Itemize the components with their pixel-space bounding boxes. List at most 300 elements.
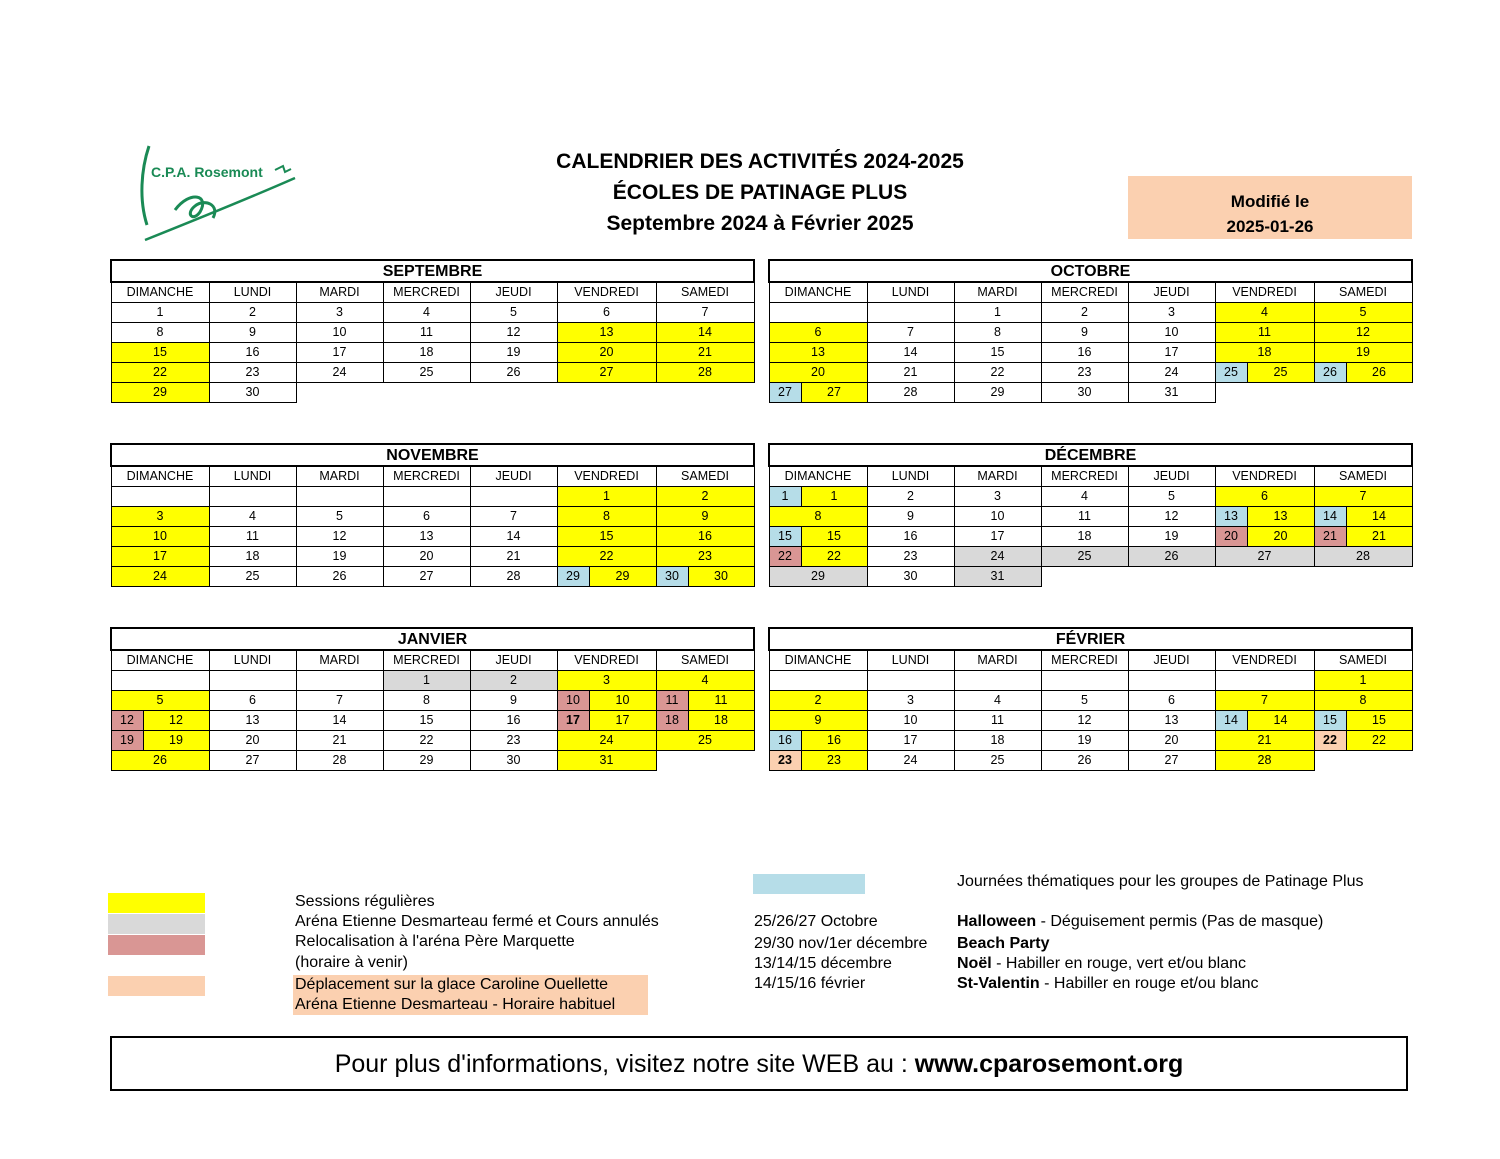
day-cell: 28: [296, 751, 383, 771]
day-cell: 3: [111, 507, 209, 527]
day-cell: 2: [1041, 303, 1128, 323]
weekday-header: VENDREDI: [1215, 466, 1314, 487]
day-number: 18: [689, 711, 754, 730]
day-marker: 25: [1216, 363, 1248, 382]
event-theme: [957, 912, 1323, 932]
day-cell: 31: [1128, 383, 1215, 403]
day-cell: 20: [383, 547, 470, 567]
day-cell: 23: [209, 363, 296, 383]
weekday-header: LUNDI: [209, 282, 296, 303]
day-cell: [111, 711, 209, 731]
day-cell: 7: [656, 303, 754, 323]
calendar-3: [768, 443, 1413, 587]
week-row: [111, 567, 754, 587]
empty-cell: [296, 383, 383, 403]
weekday-header: SAMEDI: [656, 650, 754, 671]
week-row: [111, 323, 754, 343]
day-cell: 21: [296, 731, 383, 751]
weekday-header: MERCREDI: [1041, 282, 1128, 303]
day-cell: 24: [867, 751, 954, 771]
day-cell: 5: [470, 303, 557, 323]
day-cell: 26: [1128, 547, 1215, 567]
event-dates: 14/15/16 février: [754, 975, 866, 992]
day-cell: 24: [557, 731, 656, 751]
day-cell: 16: [867, 527, 954, 547]
empty-cell: [1215, 567, 1314, 587]
day-number: 22: [802, 547, 867, 566]
modified-date: 2025-01-26: [1226, 217, 1314, 236]
day-cell: 2: [470, 671, 557, 691]
day-marker: 14: [1216, 711, 1248, 730]
weekday-header: SAMEDI: [656, 466, 754, 487]
day-cell: 25: [1041, 547, 1128, 567]
page-title: [480, 146, 1040, 239]
weekday-header: LUNDI: [867, 282, 954, 303]
day-number: 1: [802, 487, 867, 506]
day-number: 10: [590, 691, 656, 710]
day-cell: 30: [209, 383, 296, 403]
day-cell: 4: [1215, 303, 1314, 323]
day-cell: 23: [867, 547, 954, 567]
weekday-header: MARDI: [296, 282, 383, 303]
day-cell: 19: [1041, 731, 1128, 751]
day-cell: 2: [209, 303, 296, 323]
weekday-header: MERCREDI: [383, 466, 470, 487]
legend-relocated-note: (horaire à venir): [295, 954, 408, 971]
month-title: OCTOBRE: [769, 260, 1412, 282]
day-marker: 23: [770, 751, 802, 770]
day-number: 29: [590, 567, 656, 586]
weekday-header: JEUDI: [1128, 650, 1215, 671]
day-marker: 15: [1315, 711, 1347, 730]
day-cell: 3: [296, 303, 383, 323]
day-cell: 11: [954, 711, 1041, 731]
weekday-header: SAMEDI: [656, 282, 754, 303]
day-cell: 24: [1128, 363, 1215, 383]
day-cell: 27: [209, 751, 296, 771]
empty-cell: [1314, 751, 1412, 771]
day-cell: [769, 731, 867, 751]
day-cell: 3: [867, 691, 954, 711]
day-cell: 21: [470, 547, 557, 567]
day-cell: 19: [1314, 343, 1412, 363]
day-cell: [1128, 671, 1215, 691]
day-cell: 14: [296, 711, 383, 731]
week-row: [769, 323, 1412, 343]
footer-banner: [110, 1036, 1408, 1091]
event-theme: [957, 934, 1050, 954]
event-dates: 29/30 nov/1er décembre: [754, 935, 928, 952]
day-cell: 22: [383, 731, 470, 751]
week-row: [111, 527, 754, 547]
day-cell: 8: [557, 507, 656, 527]
day-cell: 24: [296, 363, 383, 383]
weekday-header: MARDI: [954, 282, 1041, 303]
month-title: NOVEMBRE: [111, 444, 754, 466]
day-cell: [769, 671, 867, 691]
day-number: 14: [1347, 507, 1412, 526]
week-row: [769, 567, 1412, 587]
day-cell: 15: [111, 343, 209, 363]
week-row: [769, 303, 1412, 323]
event-theme-desc: - Habiller en rouge, vert et/ou blanc: [991, 955, 1247, 972]
day-cell: 28: [656, 363, 754, 383]
empty-cell: [1041, 567, 1128, 587]
day-number: 12: [144, 711, 209, 730]
day-cell: 9: [769, 711, 867, 731]
day-cell: 13: [557, 323, 656, 343]
empty-cell: [1314, 383, 1412, 403]
day-cell: [383, 487, 470, 507]
day-cell: [111, 671, 209, 691]
day-cell: 18: [1041, 527, 1128, 547]
day-cell: 2: [867, 487, 954, 507]
day-marker: 30: [657, 567, 689, 586]
day-cell: 7: [470, 507, 557, 527]
legend-regular: Sessions régulières: [295, 893, 435, 910]
day-cell: 8: [111, 323, 209, 343]
event-dates: 25/26/27 Octobre: [754, 913, 878, 930]
day-cell: 6: [557, 303, 656, 323]
weekday-header: DIMANCHE: [111, 466, 209, 487]
day-marker: 1: [770, 487, 802, 506]
day-cell: 10: [296, 323, 383, 343]
day-cell: [1041, 671, 1128, 691]
day-cell: 26: [1041, 751, 1128, 771]
calendar-0: [110, 259, 755, 403]
legend-moved-line1: Déplacement sur la glace Caroline Ouellette: [293, 975, 648, 995]
weekday-header: DIMANCHE: [111, 282, 209, 303]
day-cell: 12: [470, 323, 557, 343]
day-cell: 30: [470, 751, 557, 771]
day-cell: 13: [383, 527, 470, 547]
legend-closed: Aréna Etienne Desmarteau fermé et Cours annulés: [295, 913, 659, 930]
day-cell: 10: [954, 507, 1041, 527]
day-cell: 9: [656, 507, 754, 527]
day-number: 11: [689, 691, 754, 710]
day-cell: 23: [656, 547, 754, 567]
day-cell: 28: [470, 567, 557, 587]
weekday-header: JEUDI: [1128, 282, 1215, 303]
day-cell: 17: [1128, 343, 1215, 363]
week-row: [111, 383, 754, 403]
day-cell: 16: [1041, 343, 1128, 363]
day-cell: 19: [470, 343, 557, 363]
day-cell: 19: [1128, 527, 1215, 547]
day-cell: 6: [1215, 487, 1314, 507]
day-cell: 29: [383, 751, 470, 771]
day-cell: 1: [383, 671, 470, 691]
day-cell: 9: [1041, 323, 1128, 343]
weekday-header: SAMEDI: [1314, 282, 1412, 303]
event-theme: [957, 954, 1246, 974]
weekday-header: LUNDI: [209, 650, 296, 671]
weekday-header: MERCREDI: [383, 282, 470, 303]
day-cell: [209, 487, 296, 507]
day-cell: 26: [111, 751, 209, 771]
weekday-header: LUNDI: [209, 466, 296, 487]
day-cell: 22: [557, 547, 656, 567]
weekday-header: SAMEDI: [1314, 650, 1412, 671]
day-cell: 11: [1041, 507, 1128, 527]
day-cell: 3: [557, 671, 656, 691]
day-cell: 18: [1215, 343, 1314, 363]
day-cell: [656, 711, 754, 731]
day-cell: 17: [954, 527, 1041, 547]
week-row: [769, 507, 1412, 527]
day-number: 19: [144, 731, 209, 750]
day-cell: 5: [1128, 487, 1215, 507]
day-cell: 12: [1041, 711, 1128, 731]
day-cell: [111, 487, 209, 507]
title-line-2: ÉCOLES DE PATINAGE PLUS: [612, 181, 908, 204]
legend-themed-title: Journées thématiques pour les groupes de Patinage Plus: [957, 873, 1364, 890]
weekday-header: MARDI: [296, 650, 383, 671]
day-cell: 24: [111, 567, 209, 587]
day-cell: 3: [954, 487, 1041, 507]
day-cell: 1: [111, 303, 209, 323]
empty-cell: [557, 383, 656, 403]
week-row: [769, 671, 1412, 691]
weekday-header: SAMEDI: [1314, 466, 1412, 487]
day-cell: [470, 487, 557, 507]
day-cell: 14: [867, 343, 954, 363]
day-cell: 15: [383, 711, 470, 731]
club-logo: [135, 140, 300, 245]
day-number: 17: [590, 711, 656, 730]
day-cell: 8: [1314, 691, 1412, 711]
day-cell: [867, 303, 954, 323]
week-row: [769, 691, 1412, 711]
week-row: [111, 507, 754, 527]
day-cell: 18: [209, 547, 296, 567]
week-row: [769, 711, 1412, 731]
day-cell: 20: [557, 343, 656, 363]
day-cell: 6: [1128, 691, 1215, 711]
day-cell: [769, 303, 867, 323]
day-cell: 29: [111, 383, 209, 403]
day-number: 26: [1347, 363, 1412, 382]
legend-swatch-moved: [108, 976, 205, 996]
week-row: [769, 527, 1412, 547]
day-number: 25: [1248, 363, 1314, 382]
weekday-header: MARDI: [954, 466, 1041, 487]
event-theme-name: St-Valentin: [957, 975, 1040, 992]
day-number: 27: [802, 383, 867, 402]
day-cell: 18: [954, 731, 1041, 751]
day-cell: 7: [1314, 487, 1412, 507]
day-marker: 18: [657, 711, 689, 730]
day-cell: 19: [296, 547, 383, 567]
event-theme-name: Halloween: [957, 913, 1037, 930]
week-row: [769, 751, 1412, 771]
day-cell: 23: [1041, 363, 1128, 383]
title-line-3: Septembre 2024 à Février 2025: [606, 212, 914, 235]
day-cell: [557, 567, 656, 587]
calendar-2: [110, 443, 755, 587]
day-cell: 27: [1128, 751, 1215, 771]
empty-cell: [383, 383, 470, 403]
day-cell: 26: [296, 567, 383, 587]
day-cell: 27: [383, 567, 470, 587]
day-cell: 15: [557, 527, 656, 547]
day-cell: 17: [867, 731, 954, 751]
calendar-1: [768, 259, 1413, 403]
day-cell: 21: [656, 343, 754, 363]
day-marker: 12: [112, 711, 144, 730]
weekday-header: MARDI: [296, 466, 383, 487]
month-title: DÉCEMBRE: [769, 444, 1412, 466]
footer-url[interactable]: www.cparosemont.org: [914, 1050, 1184, 1078]
weekday-header: MERCREDI: [383, 650, 470, 671]
day-cell: [954, 671, 1041, 691]
day-cell: 8: [383, 691, 470, 711]
day-cell: 24: [954, 547, 1041, 567]
day-cell: 12: [1128, 507, 1215, 527]
empty-cell: [470, 383, 557, 403]
day-marker: 19: [112, 731, 144, 750]
weekday-header: JEUDI: [470, 650, 557, 671]
day-cell: 11: [1215, 323, 1314, 343]
day-marker: 10: [558, 691, 590, 710]
event-dates: 13/14/15 décembre: [754, 955, 892, 972]
day-cell: [557, 711, 656, 731]
day-cell: [209, 671, 296, 691]
day-cell: [1215, 363, 1314, 383]
day-cell: [1314, 363, 1412, 383]
day-cell: 25: [383, 363, 470, 383]
day-cell: [867, 671, 954, 691]
day-cell: 22: [111, 363, 209, 383]
day-cell: 4: [383, 303, 470, 323]
day-cell: [1314, 527, 1412, 547]
event-theme-desc: - Habiller en rouge et/ou blanc: [1039, 975, 1259, 992]
day-cell: 9: [470, 691, 557, 711]
empty-cell: [1215, 383, 1314, 403]
week-row: [111, 343, 754, 363]
empty-cell: [656, 751, 754, 771]
day-cell: 14: [470, 527, 557, 547]
day-cell: 23: [470, 731, 557, 751]
day-cell: 11: [209, 527, 296, 547]
day-cell: 29: [769, 567, 867, 587]
day-cell: 6: [769, 323, 867, 343]
day-cell: 20: [1128, 731, 1215, 751]
day-cell: 29: [954, 383, 1041, 403]
footer-text: Pour plus d'informations, visitez notre site WEB au :: [334, 1050, 915, 1078]
weekday-header: MERCREDI: [1041, 650, 1128, 671]
day-cell: 30: [1041, 383, 1128, 403]
weekday-header: LUNDI: [867, 650, 954, 671]
day-marker: 20: [1216, 527, 1248, 546]
month-title: SEPTEMBRE: [111, 260, 754, 282]
legend-swatch-closed: [108, 914, 205, 934]
day-cell: [1314, 711, 1412, 731]
week-row: [769, 363, 1412, 383]
day-cell: 22: [954, 363, 1041, 383]
day-cell: 13: [1128, 711, 1215, 731]
day-cell: 8: [769, 507, 867, 527]
week-row: [769, 343, 1412, 363]
weekday-header: MARDI: [954, 650, 1041, 671]
day-cell: 3: [1128, 303, 1215, 323]
day-number: 22: [1347, 731, 1412, 750]
day-cell: 20: [769, 363, 867, 383]
day-cell: 25: [954, 751, 1041, 771]
day-cell: 28: [1215, 751, 1314, 771]
day-cell: 9: [209, 323, 296, 343]
title-line-1: CALENDRIER DES ACTIVITÉS 2024-2025: [556, 150, 964, 173]
day-cell: 9: [867, 507, 954, 527]
day-cell: 10: [111, 527, 209, 547]
legend-relocated: Relocalisation à l'aréna Père Marquette: [295, 933, 575, 950]
day-cell: [1215, 711, 1314, 731]
day-cell: 20: [209, 731, 296, 751]
day-number: 23: [802, 751, 867, 770]
week-row: [769, 487, 1412, 507]
day-cell: 7: [296, 691, 383, 711]
day-cell: 21: [1215, 731, 1314, 751]
day-cell: [769, 487, 867, 507]
weekday-header: LUNDI: [867, 466, 954, 487]
legend-swatch-regular: [108, 893, 205, 913]
event-theme: [957, 974, 1258, 994]
day-cell: 25: [656, 731, 754, 751]
day-number: 20: [1248, 527, 1314, 546]
week-row: [111, 751, 754, 771]
day-cell: [769, 547, 867, 567]
day-marker: 27: [770, 383, 802, 402]
day-marker: 13: [1216, 507, 1248, 526]
day-cell: 16: [209, 343, 296, 363]
week-row: [111, 691, 754, 711]
day-number: 30: [689, 567, 754, 586]
day-cell: 12: [296, 527, 383, 547]
day-cell: [769, 527, 867, 547]
day-cell: 17: [296, 343, 383, 363]
day-cell: 10: [867, 711, 954, 731]
weekday-header: JEUDI: [1128, 466, 1215, 487]
week-row: [111, 303, 754, 323]
day-cell: 11: [383, 323, 470, 343]
weekday-header: MERCREDI: [1041, 466, 1128, 487]
day-cell: 4: [656, 671, 754, 691]
day-cell: 1: [1314, 671, 1412, 691]
week-row: [111, 487, 754, 507]
event-theme-name: Beach Party: [957, 935, 1050, 952]
weekday-header: DIMANCHE: [769, 650, 867, 671]
day-cell: 2: [656, 487, 754, 507]
day-number: 15: [1347, 711, 1412, 730]
day-cell: [656, 567, 754, 587]
day-cell: [1215, 507, 1314, 527]
day-cell: 5: [1041, 691, 1128, 711]
calendar-5: [768, 627, 1413, 771]
day-marker: 16: [770, 731, 802, 750]
month-title: JANVIER: [111, 628, 754, 650]
day-marker: 17: [558, 711, 590, 730]
day-number: 21: [1347, 527, 1412, 546]
day-cell: 30: [867, 567, 954, 587]
weekday-header: DIMANCHE: [769, 466, 867, 487]
day-number: 16: [802, 731, 867, 750]
day-cell: 31: [954, 567, 1041, 587]
day-cell: 17: [111, 547, 209, 567]
day-cell: 7: [1215, 691, 1314, 711]
day-cell: 14: [656, 323, 754, 343]
event-theme-desc: - Déguisement permis (Pas de masque): [1036, 913, 1324, 930]
day-cell: 18: [383, 343, 470, 363]
